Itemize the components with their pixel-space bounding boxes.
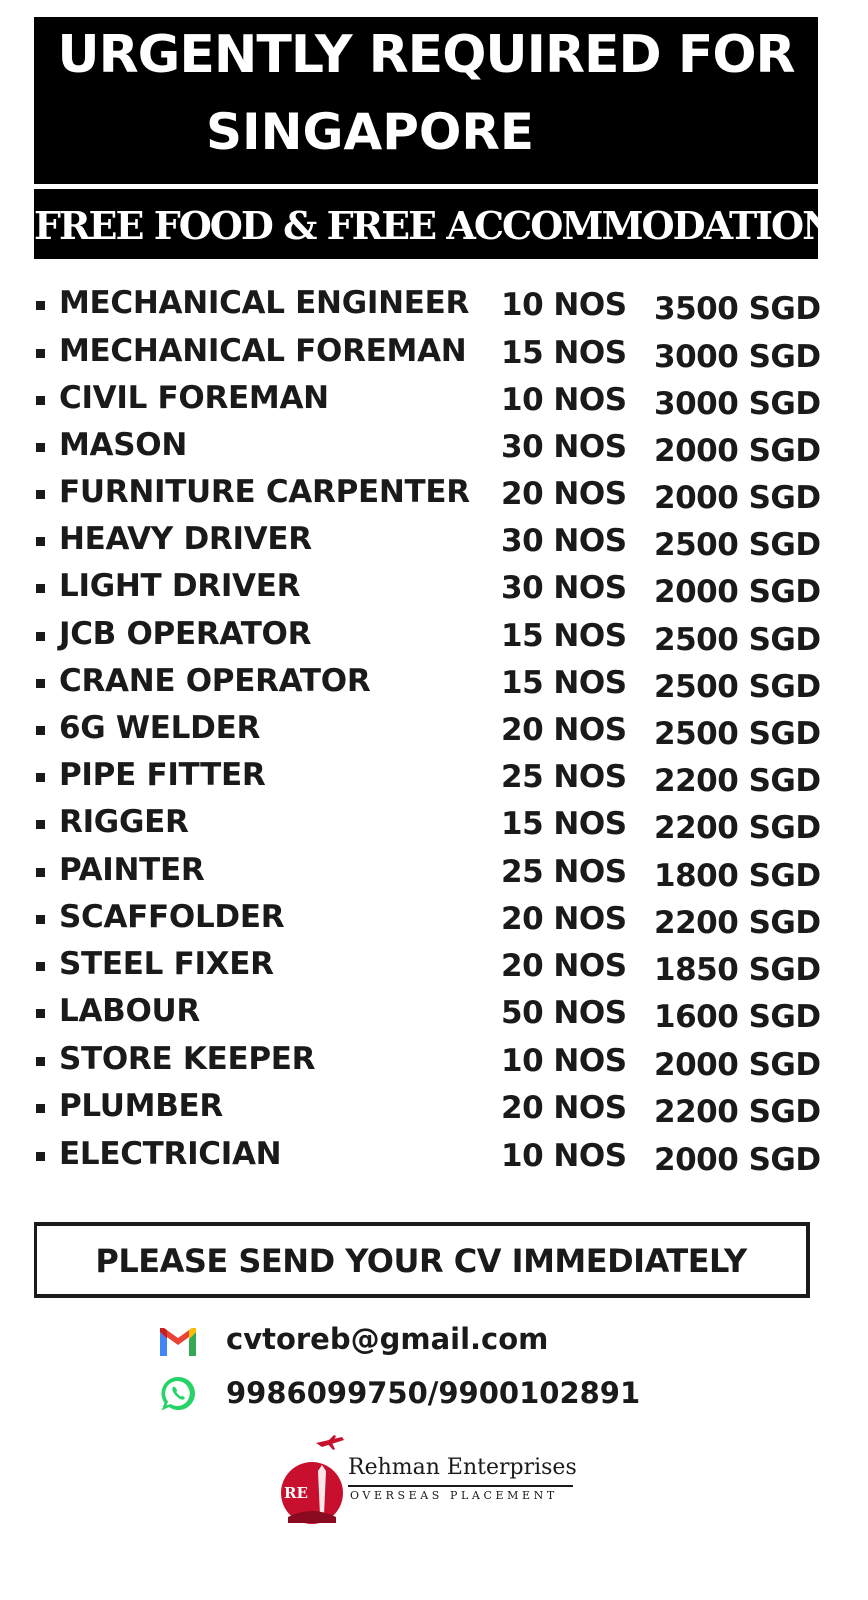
job-title: LABOUR (59, 993, 200, 1029)
headline-line-2: SINGAPORE (206, 103, 535, 161)
job-row (36, 427, 836, 467)
cta-box (34, 1222, 810, 1298)
bullet-icon (36, 490, 45, 499)
bullet-icon (36, 396, 45, 405)
job-row (36, 946, 836, 986)
job-title: MECHANICAL ENGINEER (59, 285, 470, 321)
benefits-text: FREE FOOD & FREE ACCOMMODATION (34, 203, 835, 248)
job-quantity: 10 NOS (501, 1138, 627, 1174)
bullet-icon (36, 349, 45, 358)
job-quantity: 20 NOS (501, 948, 627, 984)
job-salary: 2500 SGD (654, 622, 821, 658)
bullet-icon (36, 868, 45, 877)
job-row (36, 333, 836, 373)
job-salary: 3500 SGD (654, 291, 821, 327)
job-title: PLUMBER (59, 1088, 223, 1124)
job-quantity: 30 NOS (501, 570, 627, 606)
job-salary: 2200 SGD (654, 1094, 821, 1130)
job-quantity: 30 NOS (501, 429, 627, 465)
job-row (36, 568, 836, 608)
bullet-icon (36, 1152, 45, 1161)
job-salary: 2200 SGD (654, 905, 821, 941)
job-salary: 1800 SGD (654, 858, 821, 894)
job-quantity: 10 NOS (501, 1043, 627, 1079)
bullet-icon (36, 1009, 45, 1018)
benefits-banner (34, 189, 835, 259)
company-logo (278, 1435, 598, 1535)
company-tagline: OVERSEAS PLACEMENT (350, 1489, 558, 1502)
job-row (36, 663, 836, 703)
job-row (36, 804, 836, 844)
job-row (36, 757, 836, 797)
job-salary: 2000 SGD (654, 480, 821, 516)
job-title: PIPE FITTER (59, 757, 266, 793)
job-title: CRANE OPERATOR (59, 663, 371, 699)
job-quantity: 20 NOS (501, 476, 627, 512)
bullet-icon (36, 915, 45, 924)
job-title: FURNITURE CARPENTER (59, 474, 470, 510)
job-salary: 2000 SGD (654, 433, 821, 469)
bullet-icon (36, 962, 45, 971)
job-salary: 1600 SGD (654, 999, 821, 1035)
job-row (36, 474, 836, 514)
job-row (36, 710, 836, 750)
bullet-icon (36, 584, 45, 593)
company-name: Rehman Enterprises (348, 1455, 577, 1480)
email-address: cvtoreb@gmail.com (226, 1322, 549, 1356)
phone-numbers: 9986099750/9900102891 (226, 1376, 641, 1410)
job-salary: 2000 SGD (654, 574, 821, 610)
job-row (36, 899, 836, 939)
job-salary: 3000 SGD (654, 386, 821, 422)
job-row (36, 1136, 836, 1176)
logo-monogram: RE (284, 1484, 308, 1502)
job-row (36, 285, 836, 325)
logo-divider (348, 1485, 573, 1487)
job-quantity: 15 NOS (501, 665, 627, 701)
job-quantity: 20 NOS (501, 712, 627, 748)
bullet-icon (36, 1057, 45, 1066)
cta-text: PLEASE SEND YOUR CV IMMEDIATELY (95, 1242, 747, 1280)
job-row (36, 1088, 836, 1128)
headline-banner (34, 17, 818, 184)
job-quantity: 30 NOS (501, 523, 627, 559)
bullet-icon (36, 301, 45, 310)
job-salary: 2500 SGD (654, 669, 821, 705)
job-quantity: 50 NOS (501, 995, 627, 1031)
job-row (36, 852, 836, 892)
bullet-icon (36, 1104, 45, 1113)
job-salary: 2500 SGD (654, 716, 821, 752)
job-salary: 2000 SGD (654, 1142, 821, 1178)
job-salary: 2200 SGD (654, 763, 821, 799)
job-row (36, 521, 836, 561)
job-title: CIVIL FOREMAN (59, 380, 329, 416)
job-title: STORE KEEPER (59, 1041, 316, 1077)
job-row (36, 1041, 836, 1081)
headline-line-1: URGENTLY REQUIRED FOR (57, 25, 795, 85)
job-title: PAINTER (59, 852, 205, 888)
job-quantity: 15 NOS (501, 618, 627, 654)
job-title: ELECTRICIAN (59, 1136, 282, 1172)
job-title: STEEL FIXER (59, 946, 274, 982)
job-salary: 2500 SGD (654, 527, 821, 563)
job-quantity: 10 NOS (501, 382, 627, 418)
job-quantity: 20 NOS (501, 901, 627, 937)
bullet-icon (36, 820, 45, 829)
job-salary: 1850 SGD (654, 952, 821, 988)
gmail-icon (158, 1326, 198, 1358)
job-salary: 2200 SGD (654, 810, 821, 846)
job-row (36, 616, 836, 656)
job-title: SCAFFOLDER (59, 899, 285, 935)
job-row (36, 993, 836, 1033)
job-title: MECHANICAL FOREMAN (59, 333, 467, 369)
job-quantity: 20 NOS (501, 1090, 627, 1126)
job-title: LIGHT DRIVER (59, 568, 301, 604)
whatsapp-icon (158, 1374, 198, 1414)
logo-emblem-icon (278, 1435, 348, 1535)
bullet-icon (36, 443, 45, 452)
job-quantity: 15 NOS (501, 335, 627, 371)
job-salary: 3000 SGD (654, 339, 821, 375)
job-title: RIGGER (59, 804, 189, 840)
job-quantity: 15 NOS (501, 806, 627, 842)
job-title: 6G WELDER (59, 710, 261, 746)
bullet-icon (36, 537, 45, 546)
job-quantity: 25 NOS (501, 759, 627, 795)
bullet-icon (36, 726, 45, 735)
bullet-icon (36, 632, 45, 641)
job-title: HEAVY DRIVER (59, 521, 312, 557)
job-title: MASON (59, 427, 187, 463)
bullet-icon (36, 679, 45, 688)
bullet-icon (36, 773, 45, 782)
job-title: JCB OPERATOR (59, 616, 312, 652)
job-quantity: 25 NOS (501, 854, 627, 890)
job-salary: 2000 SGD (654, 1047, 821, 1083)
job-row (36, 380, 836, 420)
job-quantity: 10 NOS (501, 287, 627, 323)
